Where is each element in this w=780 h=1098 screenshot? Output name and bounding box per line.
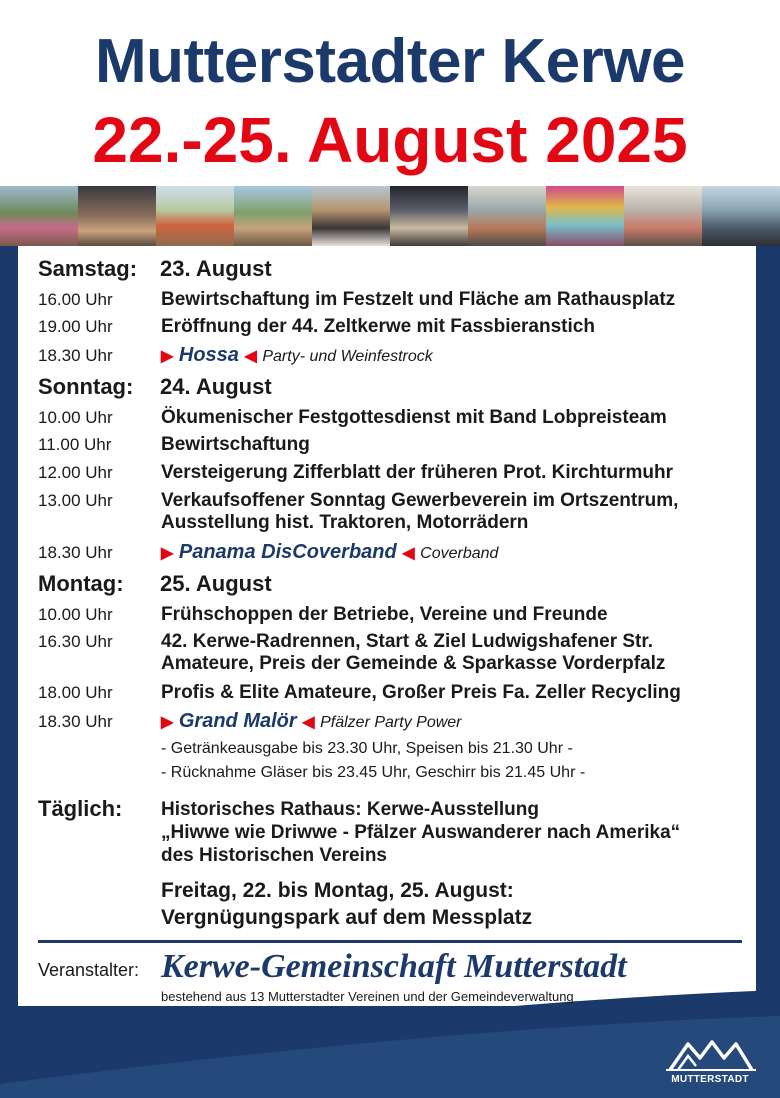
band-name: Panama DisCoverband — [178, 541, 397, 563]
photo-festival-10 — [702, 186, 780, 246]
item-text: Bewirtschaftung im Festzelt und Fläche am Rathausplatz — [161, 289, 676, 310]
schedule-item-band — [38, 344, 758, 370]
schedule-item-band — [38, 710, 758, 736]
note-line — [38, 740, 758, 762]
poster-title: Mutterstadter Kerwe — [95, 27, 685, 96]
daily-section — [38, 796, 758, 868]
schedule-item — [38, 288, 758, 314]
item-text: Verkaufsoffener Sonntag Gewerbeverein im Ortszentrum, — [161, 490, 679, 511]
band-line — [161, 710, 462, 733]
band-genre: Party- und Weinfestrock — [262, 348, 433, 365]
item-text: Profis & Elite Amateure, Großer Preis Fa. Zeller Recycling — [161, 682, 681, 703]
band-line — [161, 344, 433, 367]
item-time: 16.00 Uhr — [38, 290, 113, 309]
day-name: Montag: — [38, 571, 124, 596]
item-time: 18.30 Uhr — [38, 712, 113, 731]
photo-festival-4 — [234, 186, 312, 246]
band-genre: Pfälzer Party Power — [320, 714, 462, 731]
arrow-right-icon: ▶ — [161, 545, 174, 562]
schedule-item — [38, 681, 758, 707]
item-time: 10.00 Uhr — [38, 605, 113, 624]
photo-festival-6 — [390, 186, 468, 246]
note-text: - Getränkeausgabe bis 23.30 Uhr, Speisen bis 21.30 Uhr - — [161, 740, 573, 757]
item-text-line2: Amateure, Preis der Gemeinde & Sparkasse Vorderpfalz — [161, 653, 666, 674]
divider — [38, 940, 742, 943]
item-time: 13.00 Uhr — [38, 491, 113, 510]
item-text: Ökumenischer Festgottesdienst mit Band Lobpreisteam — [161, 407, 667, 428]
funfair-line-1: Freitag, 22. bis Montag, 25. August: — [161, 879, 514, 902]
item-text: Bewirtschaftung — [161, 434, 310, 455]
daily-line: Historisches Rathaus: Kerwe-Ausstellung — [161, 799, 539, 820]
item-text: Frühschoppen der Betriebe, Vereine und Freunde — [161, 604, 608, 625]
item-time: 18.30 Uhr — [38, 346, 113, 365]
photo-festival-2 — [78, 186, 156, 246]
photo-festival-1 — [0, 186, 78, 246]
band-genre: Coverband — [420, 545, 499, 562]
organizer-subtitle: bestehend aus 13 Mutterstadter Vereinen und der Gemeindeverwaltung — [161, 989, 574, 1004]
band-name: Grand Malör — [178, 710, 297, 732]
band-name: Hossa — [178, 344, 239, 366]
arrow-right-icon: ▶ — [161, 348, 174, 365]
day-header-sunday — [38, 374, 758, 400]
organizer-label: Veranstalter: — [38, 960, 140, 980]
item-text: 42. Kerwe-Radrennen, Start & Ziel Ludwigshafener Str. — [161, 631, 654, 652]
photo-strip — [0, 186, 780, 246]
item-text: Versteigerung Zifferblatt der früheren Prot. Kirchturmuhr — [161, 462, 674, 483]
schedule-item-band — [38, 541, 758, 567]
schedule-item — [38, 630, 758, 678]
schedule-item — [38, 461, 758, 487]
band-line — [161, 541, 498, 564]
day-header-saturday — [38, 256, 758, 282]
note-text: - Rücknahme Gläser bis 23.45 Uhr, Geschirr bis 21.45 Uhr - — [161, 764, 586, 781]
item-time: 10.00 Uhr — [38, 408, 113, 427]
item-time: 18.00 Uhr — [38, 683, 113, 702]
schedule-item — [38, 433, 758, 459]
organizer-name: Kerwe-Gemeinschaft Mutterstadt — [161, 948, 627, 985]
arrow-left-icon: ◀ — [244, 348, 257, 365]
day-header-monday — [38, 571, 758, 597]
schedule-item — [38, 489, 758, 537]
schedule-item — [38, 315, 758, 341]
item-text: Eröffnung der 44. Zeltkerwe mit Fassbieranstich — [161, 316, 595, 337]
note-line — [38, 764, 758, 786]
schedule-item — [38, 603, 758, 629]
item-time: 18.30 Uhr — [38, 543, 113, 562]
day-date: 25. August — [160, 571, 272, 596]
daily-line: des Historischen Vereins — [161, 845, 387, 866]
poster-dates: 22.-25. August 2025 — [92, 104, 688, 176]
item-time: 12.00 Uhr — [38, 463, 113, 482]
schedule-item — [38, 406, 758, 432]
day-date: 23. August — [160, 256, 272, 281]
mutterstadt-logo — [660, 1036, 760, 1088]
town-roofs-logo-icon — [660, 1036, 760, 1072]
item-time: 19.00 Uhr — [38, 317, 113, 336]
photo-festival-9 — [624, 186, 702, 246]
item-time: 16.30 Uhr — [38, 632, 113, 651]
photo-festival-3 — [156, 186, 234, 246]
arrow-left-icon: ◀ — [302, 714, 315, 731]
day-name: Samstag: — [38, 256, 138, 281]
funfair-line-2: Vergnügungspark auf dem Messplatz — [161, 906, 533, 929]
item-text-line2: Ausstellung hist. Traktoren, Motorrädern — [161, 512, 529, 533]
photo-festival-8 — [546, 186, 624, 246]
item-time: 11.00 Uhr — [38, 435, 112, 454]
photo-festival-5 — [312, 186, 390, 246]
logo-text: MUTTERSTADT — [671, 1074, 749, 1085]
day-date: 24. August — [160, 374, 272, 399]
day-name: Sonntag: — [38, 374, 134, 399]
daily-line: „Hiwwe wie Driwwe - Pfälzer Auswanderer nach Amerika“ — [161, 822, 681, 843]
photo-festival-7 — [468, 186, 546, 246]
arrow-right-icon: ▶ — [161, 714, 174, 731]
day-name: Täglich: — [38, 796, 123, 821]
arrow-left-icon: ◀ — [402, 545, 415, 562]
